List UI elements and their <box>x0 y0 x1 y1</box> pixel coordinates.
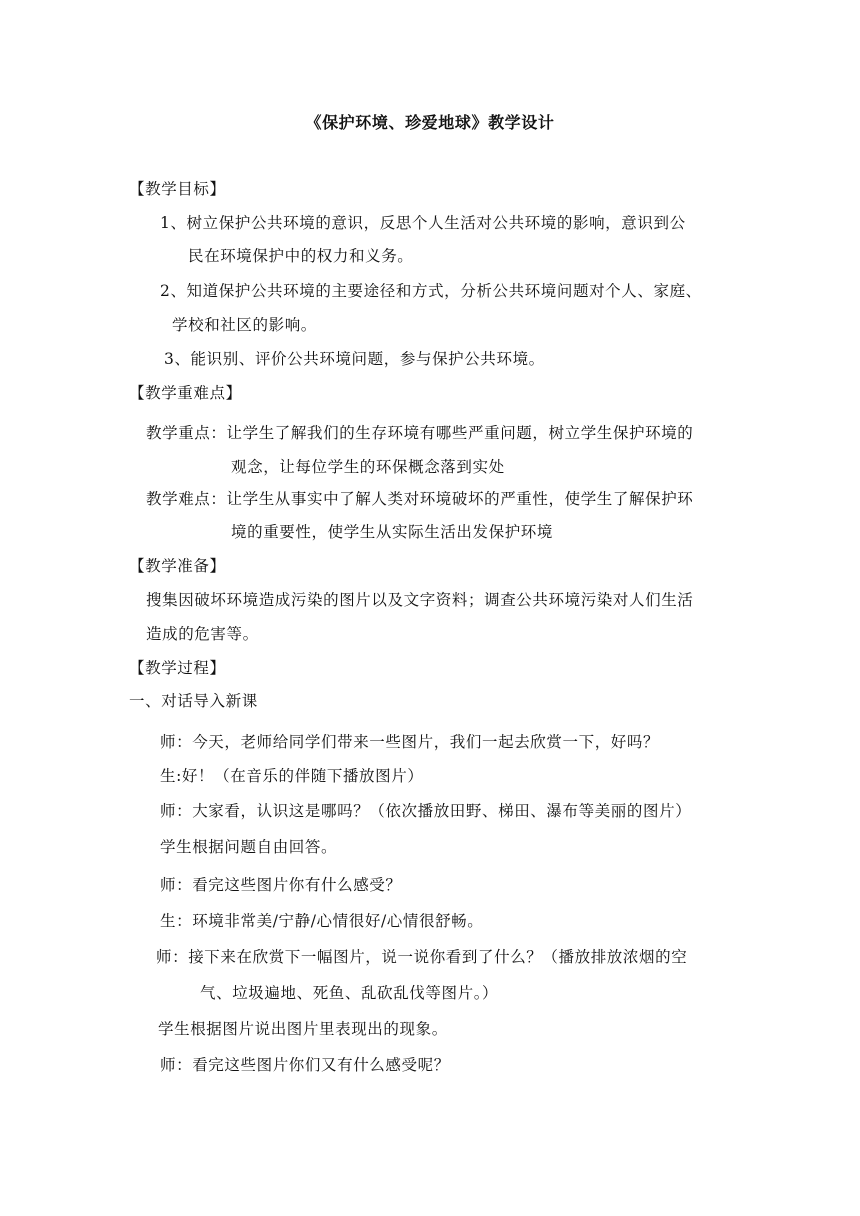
goal-1-line-2: 民在环境保护中的权力和义务。 <box>188 247 414 265</box>
dialogue-line-4: 学生根据问题自由回答。 <box>160 838 338 856</box>
process-heading: 【教学过程】 <box>129 659 226 677</box>
prep-heading: 【教学准备】 <box>129 557 226 575</box>
dialogue-line-7: 师：接下来在欣赏下一幅图片，说一说你看到了什么？（播放排放浓烟的空 <box>156 948 688 966</box>
dialogue-line-8: 气、垃圾遍地、死鱼、乱砍乱伐等图片。） <box>200 984 499 1002</box>
dialogue-line-3: 师：大家看，认识这是哪吗？（依次播放田野、梯田、瀑布等美丽的图片） <box>160 802 692 820</box>
document-title: 《保护环境、珍爱地球》教学设计 <box>305 113 555 132</box>
dialogue-line-9: 学生根据图片说出图片里表现出的现象。 <box>158 1020 448 1038</box>
dialogue-line-1: 师：今天，老师给同学们带来一些图片，我们一起去欣赏一下，好吗？ <box>160 733 660 751</box>
goal-1-line-1: 1、树立保护公共环境的意识，反思个人生活对公共环境的影响，意识到公 <box>160 214 686 232</box>
section-1-heading: 一、对话导入新课 <box>129 692 258 710</box>
dialogue-line-2: 生:好！（在音乐的伴随下播放图片） <box>160 767 424 785</box>
goal-2-line-1: 2、知道保护公共环境的主要途径和方式，分析公共环境问题对个人、家庭、 <box>160 282 702 300</box>
focus-line-1: 教学重点：让学生了解我们的生存环境有哪些严重问题，树立学生保护环境的 <box>146 424 694 442</box>
goal-2-line-2: 学校和社区的影响。 <box>172 316 317 334</box>
goals-heading: 【教学目标】 <box>129 180 226 198</box>
prep-line-1: 搜集因破坏环境造成污染的图片以及文字资料；调查公共环境污染对人们生活 <box>146 591 694 609</box>
focus-line-2: 观念，让每位学生的环保概念落到实处 <box>231 458 505 476</box>
prep-line-2: 造成的危害等。 <box>146 625 259 643</box>
difficulty-line-1: 教学难点：让学生从事实中了解人类对环境破坏的严重性，使学生了解保护环 <box>146 490 694 508</box>
key-points-heading: 【教学重难点】 <box>129 384 242 402</box>
dialogue-line-10: 师：看完这些图片你们又有什么感受呢？ <box>160 1056 450 1074</box>
dialogue-line-5: 师：看完这些图片你有什么感受？ <box>160 876 402 894</box>
goal-3-line-1: 3、能识别、评价公共环境问题，参与保护公共环境。 <box>164 350 545 368</box>
dialogue-line-6: 生：环境非常美/宁静/心情很好/心情很舒畅。 <box>160 912 484 930</box>
difficulty-line-2: 境的重要性，使学生从实际生活出发保护环境 <box>231 523 554 541</box>
